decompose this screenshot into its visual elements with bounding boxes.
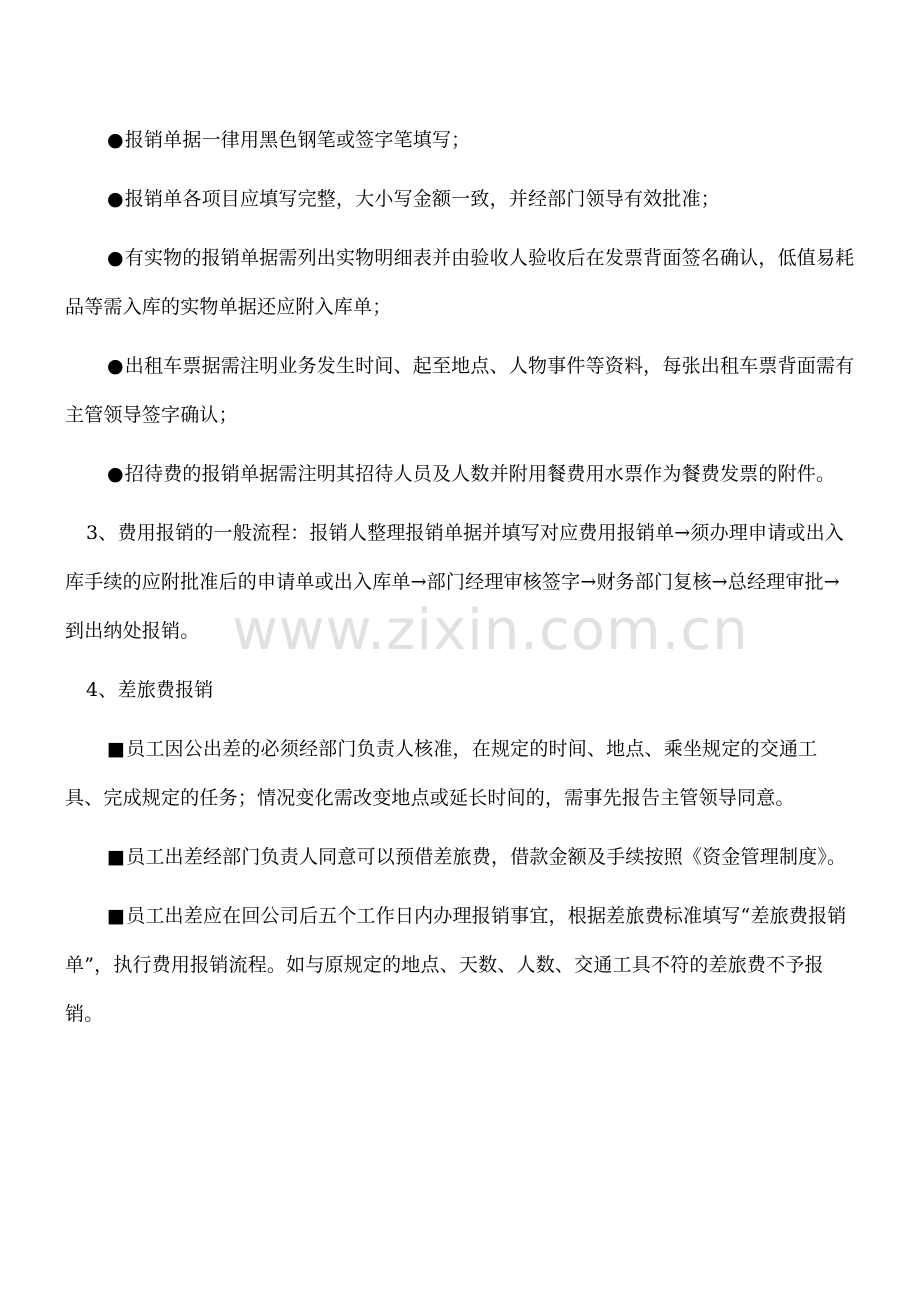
square-bullet-icon: ■: [107, 846, 126, 868]
bullet-dot-icon: ●: [107, 247, 124, 269]
paragraph-text: 3、费用报销的一般流程：报销人整理报销单据并填写对应费用报销单→须办理申请或出入库手续的应附批准后的申请单或出入库单→部门经理审核签字→财务部门复核→总经理审批→到出纳处报销。: [65, 522, 845, 642]
square-bullet-paragraph-2: [65, 833, 855, 882]
paragraph-text: 员工因公出差的必须经部门负责人核准，在规定的时间、地点、乘坐规定的交通工具、完成规定的任务；情况变化需改变地点或延长时间的，需事先报告主管领导同意。: [65, 738, 818, 809]
bullet-paragraph-2: [65, 175, 855, 224]
paragraph-text: 报销单据一律用黑色钢笔或签字笔填写；: [124, 129, 471, 151]
paragraph-text: 出租车票据需注明业务发生时间、起至地点、人物事件等资料，每张出租车票背面需有主管领导签字确认；: [65, 355, 855, 426]
paragraph-text: 员工出差经部门负责人同意可以预借差旅费，借款金额及手续按照《资金管理制度》。: [126, 846, 847, 868]
bullet-dot-icon: ●: [107, 463, 124, 485]
section-heading-text: 4、差旅费报销: [86, 679, 214, 701]
square-bullet-paragraph-1: [65, 725, 855, 823]
bullet-paragraph-5: [65, 450, 855, 499]
paragraph-text: 报销单各项目应填写完整，大小写金额一致，并经部门领导有效批准；: [124, 188, 720, 210]
bullet-paragraph-3: [65, 234, 855, 332]
numbered-paragraph-3: [65, 509, 855, 656]
bullet-paragraph-1: [65, 116, 855, 165]
square-bullet-paragraph-3: [65, 892, 855, 1039]
section-heading-4: [65, 666, 855, 715]
document-body: [65, 116, 855, 1049]
square-bullet-icon: ■: [107, 905, 126, 927]
paragraph-text: 有实物的报销单据需列出实物明细表并由验收人验收后在发票背面签名确认，低值易耗品等需入库的实物单据还应附入库单；: [65, 247, 855, 318]
site-watermark: www.zixin.com.cn: [232, 598, 749, 663]
bullet-dot-icon: ●: [107, 355, 124, 377]
paragraph-text: 招待费的报销单据需注明其招待人员及人数并附用餐费用水票作为餐费发票的附件。: [124, 463, 836, 485]
paragraph-text: 员工出差应在回公司后五个工作日内办理报销事宜，根据差旅费标准填写“差旅费报销单”，执行费用报销流程。如与原规定的地点、天数、人数、交通工具不符的差旅费不予报销。: [65, 905, 847, 1025]
bullet-paragraph-4: [65, 342, 855, 440]
bullet-dot-icon: ●: [107, 188, 124, 210]
bullet-dot-icon: ●: [107, 129, 124, 151]
square-bullet-icon: ■: [107, 738, 126, 760]
